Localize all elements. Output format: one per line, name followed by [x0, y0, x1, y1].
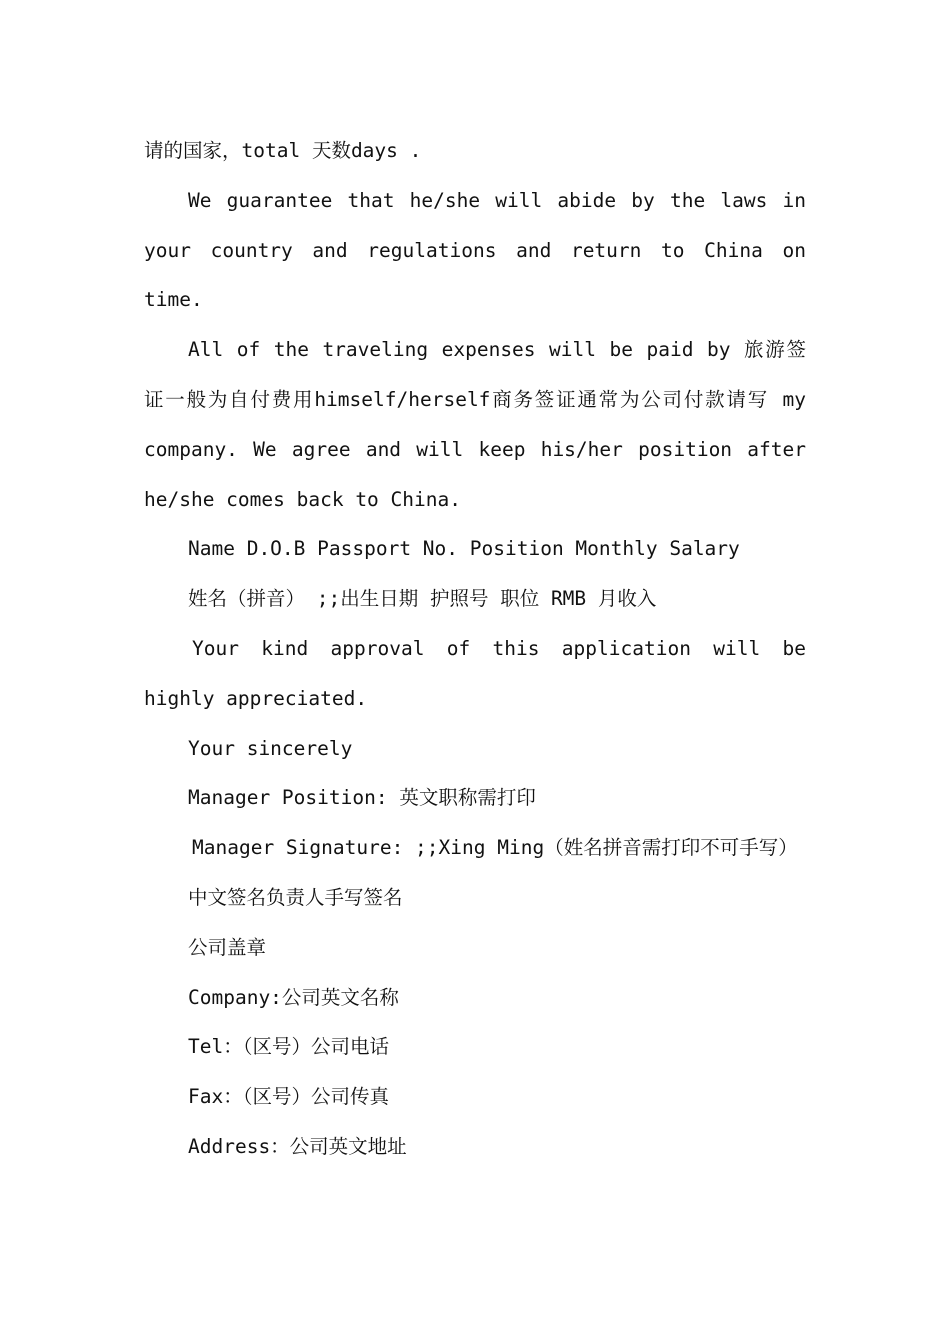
- fax-line: Fax：（区号）公司传真: [188, 1085, 389, 1109]
- company-seal-line: 公司盖章: [188, 935, 267, 959]
- telephone-line: Tel：（区号）公司电话: [188, 1035, 389, 1059]
- company-name-line: Company:公司英文名称: [188, 985, 399, 1009]
- table-header-english: Name D.O.B Passport No. Position Monthly Salary: [188, 537, 740, 561]
- manager-position-line: Manager Position: 英文职称需打印: [188, 786, 536, 810]
- paragraph-total-days: 请的国家，total 天数days .: [144, 139, 422, 162]
- paragraph-expenses: All of the traveling expenses will be paid by 旅游签证一般为自付费用himself/herself商务签证通常为公司付款请写 my company. We agree and will keep his/her position after he/she comes back to China.: [144, 338, 806, 511]
- paragraph-guarantee: We guarantee that he/she will abide by the laws in your country and regulations and return to China on time.: [144, 188, 806, 312]
- closing-salutation: Your sincerely: [188, 736, 353, 760]
- chinese-signature-line: 中文签名负责人手写签名: [188, 885, 403, 909]
- address-line: Address：公司英文地址: [188, 1134, 407, 1158]
- table-header-chinese: 姓名（拼音） ;;出生日期 护照号 职位 RMB 月收入: [188, 587, 657, 611]
- letter-body: [144, 126, 806, 1172]
- paragraph-approval: Your kind approval of this application will be highly appreciated.: [144, 636, 806, 710]
- manager-signature-line: Manager Signature: ;;Xing Ming（姓名拼音需打印不可手写）: [192, 836, 798, 860]
